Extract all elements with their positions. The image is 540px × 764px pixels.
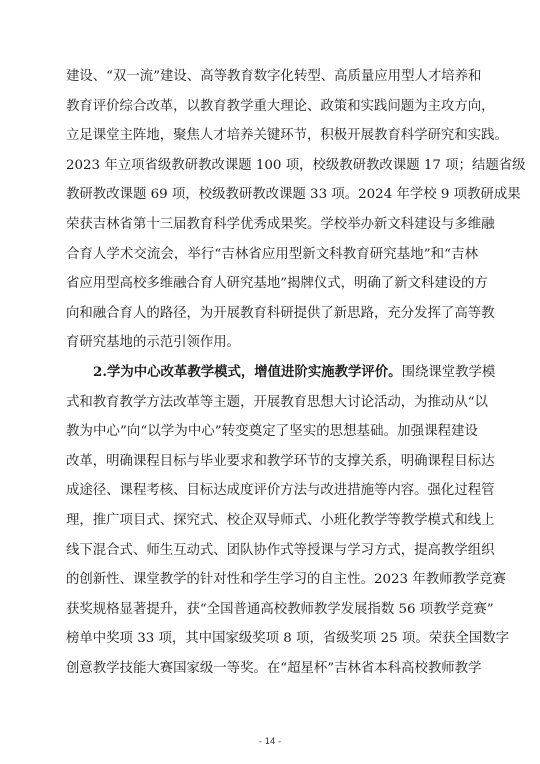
text-line: 教育评价综合改革，以教育教学重大理论、政策和实践问题为主攻方向， (66, 98, 495, 114)
text-line: 式和教育教学方法改革等主题，开展教育思想大讨论活动，为推动从“以 (66, 394, 488, 410)
paragraph-2 (66, 358, 510, 684)
text-line: 成途径、课程考核、目标达成度评价方法与改进措施等内容。强化过程管 (66, 483, 495, 499)
text-line: 省应用型高校多维融合育人研究基地”揭牌仪式，明确了新文科建设的方 (66, 276, 488, 292)
body-text (66, 62, 526, 683)
text-line: 的创新性、课堂教学的针对性和学生学习的自主性。2023 年教师教学竞赛 (66, 572, 507, 588)
text-line: 向和融合育人的路径，为开展教育科研提供了新思路，充分发挥了高等教 (66, 305, 495, 321)
text-line: 2023 年立项省级教研教改课题 100 项，校级教研教改课题 17 项；结题省级 (66, 157, 526, 173)
text-line: 获奖规格显著提升，获“全国普通高校教师教学发展指数 56 项教学竞赛” (66, 601, 494, 617)
text-line: 立足课堂主阵地，聚焦人才培养关键环节，积极开展教育科学研究和实践。 (66, 128, 508, 144)
text-line: 合育人学术交流会，举行“吉林省应用型新文科教育研究基地”和“吉林 (66, 246, 478, 262)
text-line: 线下混合式、师生互动式、团队协作式等授课与学习方式，提高教学组织 (66, 542, 495, 558)
section-heading: 2.学为中心改革教学模式，增值进阶实施教学评价。 (93, 363, 402, 380)
text-line: 教为中心”向“以学为中心”转变奠定了坚实的思想基础。加强课程建设 (66, 424, 478, 440)
text-line: 育研究基地的示范引领作用。 (66, 335, 241, 351)
text-line: 建设、“双一流”建设、高等教育数字化转型、高质量应用型人才培养和 (66, 69, 482, 84)
heading-continuation: 围绕课堂教学模 (401, 364, 496, 380)
text-line: 理，推广项目式、探究式、校企双导师式、小班化教学等教学模式和线上 (66, 512, 495, 528)
text-line: 教研教改课题 69 项，校级教研教改课题 33 项。2024 年学校 9 项教研成果 (66, 187, 521, 203)
text-line (66, 358, 496, 388)
text-line: 榜单中奖项 33 项，其中国家级奖项 8 项，省级奖项 25 项。荣获全国数字 (66, 631, 510, 647)
text-line: 荣获吉林省第十三届教育科学优秀成果奖。学校举办新文科建设与多维融 (66, 216, 495, 232)
text-line: 创意教学技能大赛国家级一等奖。在“超星杯”吉林省本科高校教师教学 (66, 660, 482, 676)
paragraph-1 (66, 62, 526, 358)
text-line: 改革，明确课程目标与毕业要求和教学环节的支撑关系，明确课程目标达 (66, 453, 495, 469)
page-number: - 14 - (258, 737, 282, 747)
